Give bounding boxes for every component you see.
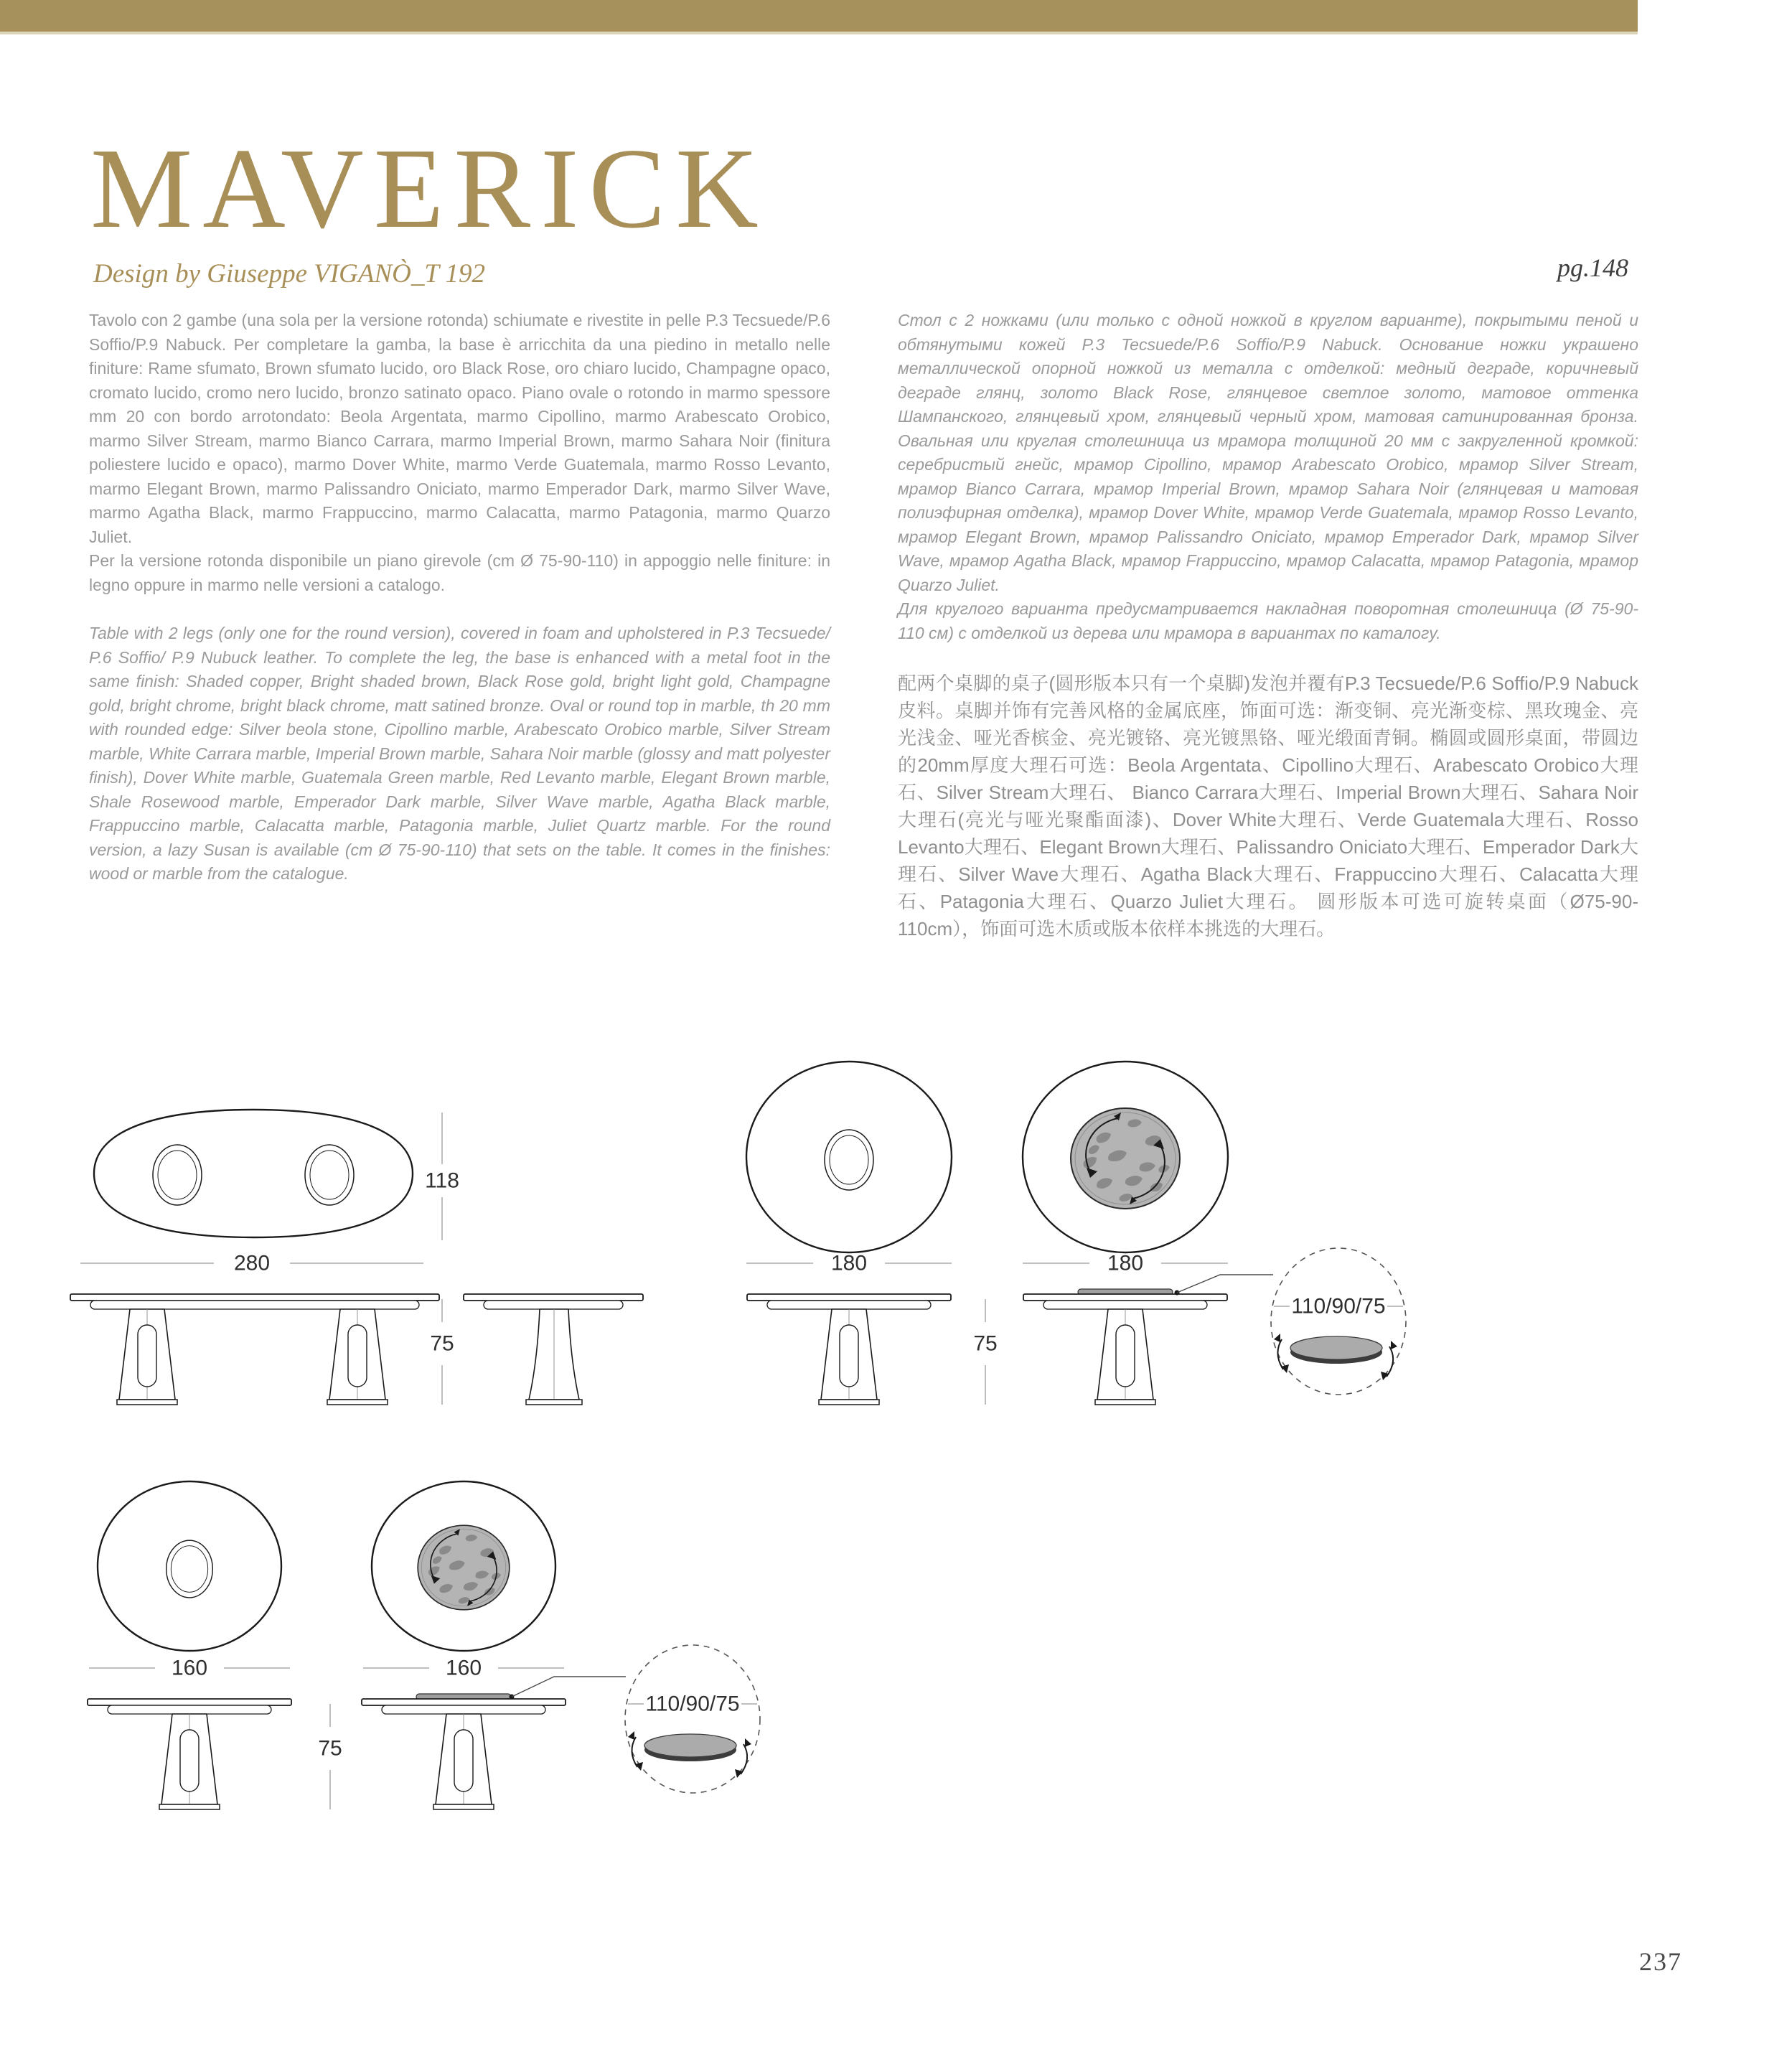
description-chinese: 配两个桌脚的桌子(圆形版本只有一个桌脚)发泡并覆有P.3 Tecsuede/P.6 Soffio/P.9 Nabuck皮料。桌脚并饰有完善风格的金属底座，饰面可选：渐变铜、亮光渐变棕、黑玫瑰金、亮光浅金、哑光香槟金、亮光镀铬、亮光镀黑铬、哑光缎面青铜。椭圆或圆形桌面，带圆边的20mm厚度大理石可选：Beola Argentata、Cipollino大理石、Arabescato Orobico大理石、Silver Stream大理石、 Bianco Carrara大理石、Imperial Brown大理石、Sahara Noir大理石(亮光与哑光聚酯面漆)、Dover White大理石、Verde Guatemala大理石、Rosso Levanto大理石、Elegant Brown大理石、Palissandro Oniciato大理石、Emperador Dark大理石、Silver Wave大理石、Agatha Black大理石、Frappuccino大理石、Calacatta大理石、Patagonia大理石、Quarzo Juliet大理石。 圆形版本可选可旋转桌面（Ø75-90-110cm），饰面可选木质或版本依样本挑选的大理石。	[898, 673, 1638, 940]
lazy-susan-detail-160	[625, 1645, 760, 1793]
round-table-160-lazy-front-view	[362, 1694, 566, 1809]
round-table-160-front-view	[88, 1699, 291, 1809]
lazy-susan-leader-line-180	[1175, 1275, 1274, 1296]
dim-round-180-lazy	[1023, 1252, 1228, 1275]
round-180-lazy-front-leg	[1095, 1309, 1155, 1405]
dim-label-160: 160	[171, 1656, 208, 1680]
description-russian-round-note: Для круглого варианта предусматривается накладная поворотная столешница (Ø 75-90-110 см) с отделкой из дерева или мрамора в вариантах по каталогу.	[898, 599, 1638, 642]
page-title: MAVERICK	[90, 124, 769, 252]
description-italian-round-note: Per la versione rotonda disponibile un piano girevole (cm Ø 75-90-110) in appoggio nelle finiture: in legno oppure in marmo nelle versioni a catalogo.	[89, 551, 830, 594]
round-table-180-lazy-top-view	[1023, 1062, 1228, 1252]
right-text-column	[898, 309, 1638, 942]
technical-drawings	[0, 1005, 1792, 1938]
oval-table-top-view	[94, 1110, 413, 1237]
lazy-susan-sizes-label-180: 110/90/75	[1291, 1294, 1386, 1318]
dim-label-280: 280	[233, 1251, 271, 1275]
page-number: 237	[1639, 1947, 1682, 1976]
page-reference: pg.148	[1557, 253, 1628, 282]
round-160-front-leg	[159, 1714, 220, 1809]
dim-oval-width	[80, 1252, 423, 1275]
designer-subtitle: Design by Giuseppe VIGANÒ_T 192	[93, 259, 486, 289]
dim-round-180-height	[973, 1299, 997, 1405]
dim-label-75-round-160: 75	[318, 1736, 342, 1761]
dim-label-180: 180	[830, 1251, 868, 1275]
lazy-susan-sizes-label-160: 110/90/75	[645, 1692, 740, 1716]
description-english: Table with 2 legs (only one for the round version), covered in foam and upholstered in P.3 Tecsuede/ P.6 Soffio/ P.9 Nubuck leather. To complete the leg, the base is enhanced with a metal foot in the same finish: Shaded copper, Bright shaded brown, Black Rose gold, bright light gold, Champagne gold, bright chrome, bright black chrome, matt satined bronze. Oval or round top in marble, th 20 mm with rounded edge: Silver beola stone, Cipollino marble, Arabescato Orobico marble, Silver Stream marble, White Carrara marble, Imperial Brown marble, Sahara Noir marble (glossy and matt polyester finish), Dover White marble, Guatemala Green marble, Red Levanto marble, Elegant Brown marble, Shale Rosewood marble, Emperador Dark marble, Silver Wave marble, Agatha Black marble, Frappuccino marble, Calacatta marble, Patagonia marble, Juliet Quartz marble. For the round version, a lazy Susan is available (cm Ø 75-90-110) that sets on the table. It comes in the finishes: wood or marble from the catalogue.	[89, 624, 830, 883]
dim-label-118: 118	[425, 1168, 459, 1193]
dim-round-160-lazy	[363, 1657, 564, 1680]
oval-table-side-view	[464, 1294, 643, 1405]
oval-front-leg-left	[117, 1309, 177, 1405]
round-table-160-lazy-top-view	[372, 1481, 555, 1651]
lazy-susan-detail-180	[1271, 1248, 1406, 1395]
round-table-180-front-view	[747, 1294, 951, 1405]
dim-round-160	[89, 1657, 290, 1680]
description-russian: Стол с 2 ножками (или только с одной ножкой в круглом варианте), покрытыми пеной и обтянутыми кожей P.3 Tecsuede/P.6 Soffio/P.9 Nabuck. Основание ножки украшено металлической опорной ножкой из металла с отделкой: медный деграде, коричневый деграде глянц, золото Black Rose, глянцевое светлое золото, матовое оттенка Шампанского, глянцевый хром, глянцевый черный хром, матовая сатинированная бронза. Овальная или круглая столешница из мрамора толщиной 20 мм с закругленной кромкой: серебристый гнейс, мрамор Cipollino, мрамор Arabescato Orobico, мрамор Silver Stream, мрамор Bianco Carrara, мрамор Imperial Brown, мрамор Sahara Noir (глянцевая и матовая полиэфирная отделка), мрамор Dover White, мрамор Verde Guatemala, мрамор Rosso Levanto, мрамор Elegant Brown, мрамор Palissandro Oniciato, мрамор Emperador Dark, мрамор Silver Wave, мрамор Agatha Black, мрамор Frappuccino, мрамор Calacatta, мрамор Patagonia, мрамор Quarzo Juliet.	[898, 311, 1638, 594]
dim-oval-height	[430, 1299, 454, 1405]
lazy-susan-leader-line-160	[510, 1677, 627, 1700]
left-text-column	[89, 309, 830, 886]
lazy-susan-marble-disc-180	[1071, 1108, 1180, 1209]
oval-table-front-view	[70, 1294, 439, 1405]
dim-label-180-lazy: 180	[1107, 1251, 1144, 1275]
round-table-160-top-view	[98, 1481, 281, 1651]
top-accent-bar	[0, 0, 1638, 34]
dim-label-75-oval: 75	[430, 1331, 454, 1356]
description-italian: Tavolo con 2 gambe (una sola per la versione rotonda) schiumate e rivestite in pelle P.3 Tecsuede/P.6 Soffio/P.9 Nabuck. Per completare la gamba, la base è arricchita da una piedino in metallo nelle finiture: Rame sfumato, Brown sfumato lucido, oro Black Rose, oro chiaro lucido, Champagne opaco, cromato lucido, cromo nero lucido, bronzo satinato opaco. Piano ovale o rotondo in marmo spessore mm 20 con bordo arrotondato: Beola Argentata, marmo Cipollino, marmo Arabescato Orobico, marmo Silver Stream, marmo Bianco Carrara, marmo Imperial Brown, marmo Sahara Noir (finitura poliestere lucido e opaco), marmo Dover White, marmo Verde Guatemala, marmo Rosso Levanto, marmo Elegant Brown, marmo Palissandro Oniciato, marmo Emperador Dark, marmo Silver Wave, marmo Agatha Black, marmo Frappuccino, marmo Calacatta, marmo Patagonia, marmo Quarzo Juliet.	[89, 311, 830, 546]
dim-label-75-round-180: 75	[973, 1331, 998, 1356]
oval-front-leg-right	[327, 1309, 388, 1405]
dim-round-180	[746, 1252, 952, 1275]
round-table-180-lazy-front-view	[1023, 1289, 1227, 1405]
dim-oval-depth	[425, 1112, 459, 1240]
round-160-lazy-front-leg	[433, 1714, 494, 1809]
round-table-180-top-view	[746, 1062, 952, 1252]
dim-round-160-height	[318, 1704, 342, 1809]
oval-side-leg	[526, 1309, 582, 1405]
dim-label-160-lazy: 160	[445, 1656, 482, 1680]
round-180-front-leg	[819, 1309, 879, 1405]
lazy-susan-marble-disc-160	[418, 1525, 510, 1610]
